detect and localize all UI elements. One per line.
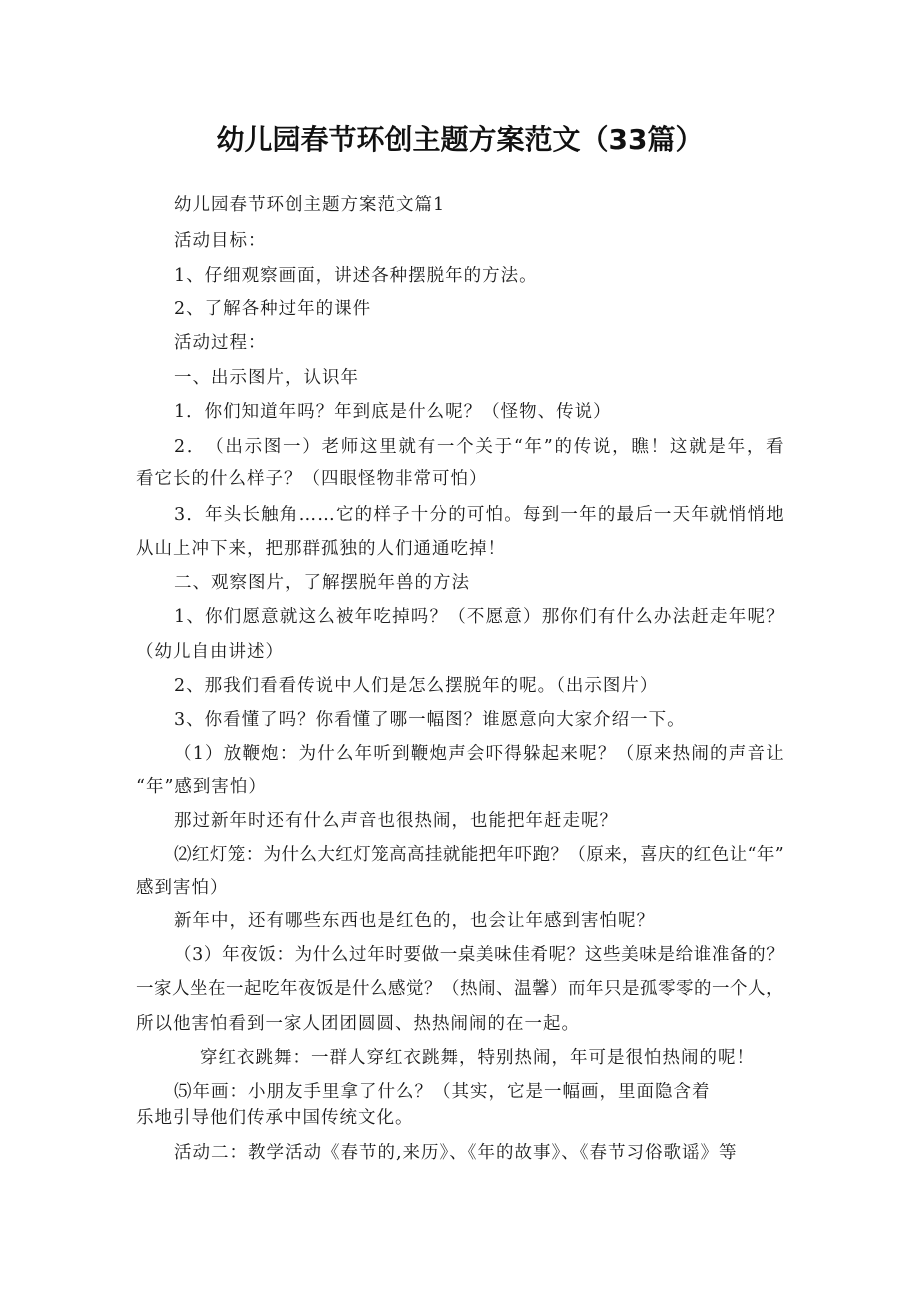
paragraph-line: 3、你看懂了吗？你看懂了哪一幅图？谁愿意向大家介绍一下。	[174, 710, 686, 730]
paragraph-line: 幼儿园春节环创主题方案范文篇1	[174, 195, 446, 215]
paragraph-line: 二、观察图片，了解摆脱年兽的方法	[174, 573, 470, 593]
paragraph-line: （ 1 ） 放 鞭 炮 ： 为 什 么 年 听 到 鞭 炮 声 会 吓 得 躲 起 来 呢 ？ （ 原 来 热 闹 的 声 音 让	[174, 744, 784, 764]
paragraph-line: 新年中，还有哪些东西也是红色的，也会让年感到害怕呢？	[174, 911, 655, 931]
paragraph-line: 活动目标：	[174, 231, 267, 251]
paragraph-line: 一 家 人 坐 在 一 起 吃 年 夜 饭 是 什 么 感 觉 ？ （ 热 闹 、 温 馨 ） 而 年 只 是 孤 零 零 的 一 个 人 ，	[136, 979, 784, 999]
document-title: 幼儿园春节环创主题方案范文（33篇）	[216, 123, 704, 156]
paragraph-line: “年”感到害怕）	[136, 777, 267, 797]
paragraph-line: 1、仔细观察画面，讲述各种摆脱年的方法。	[174, 266, 538, 286]
paragraph-line: （幼儿自由讲述）	[136, 642, 284, 662]
paragraph-line: 2 ． （ 出 示 图 一 ） 老 师 这 里 就 有 一 个 关 于 “ 年 ” 的 传 说 ， 瞧 ！ 这 就 是 年 ， 看	[174, 437, 784, 457]
paragraph-line: 乐地引导他们传承中国传统文化。	[136, 1108, 414, 1128]
paragraph-line: 活动二：教学活动《春节的,来历》、《年的故事》、《春节习俗歌谣》等	[174, 1143, 738, 1163]
paragraph-line: 1．你们知道年吗？年到底是什么呢？（怪物、传说）	[174, 402, 612, 422]
paragraph-line: ⑸年画：小朋友手里拿了什么？（其实，它是一幅画，里面隐含着	[174, 1082, 711, 1102]
paragraph-line: 感到害怕）	[136, 878, 229, 898]
paragraph-line: 一、出示图片，认识年	[174, 368, 359, 388]
paragraph-line: 所以他害怕看到一家人团团圆圆、热热闹闹的在一起。	[136, 1014, 580, 1034]
paragraph-line: 那过新年时还有什么声音也很热闹，也能把年赶走呢？	[174, 811, 618, 831]
paragraph-line: 3 ． 年 头 长 触 角 … … 它 的 样 子 十 分 的 可 怕 。 每 到 一 年 的 最 后 一 天 年 就 悄 悄 地	[174, 505, 784, 525]
paragraph-line: 从山上冲下来，把那群孤独的人们通通吃掉！	[136, 539, 506, 559]
paragraph-line: ⑵ 红 灯 笼 ： 为 什 么 大 红 灯 笼 高 高 挂 就 能 把 年 吓 跑 ？ （ 原 来 ， 喜 庆 的 红 色 让 “ 年 ”	[174, 845, 784, 865]
paragraph-line: 2、了解各种过年的课件	[174, 299, 372, 319]
paragraph-line: 2、那我们看看传说中人们是怎么摆脱年的呢。（出示图片）	[174, 676, 659, 696]
paragraph-line: 看它长的什么样子？（四眼怪物非常可怕）	[136, 469, 488, 489]
paragraph-line: 穿红衣跳舞：一群人穿红衣跳舞，特别热闹，年可是很怕热闹的呢！	[200, 1048, 755, 1068]
paragraph-line: 1 、 你 们 愿 意 就 这 么 被 年 吃 掉 吗 ？ （ 不 愿 意 ） 那 你 们 有 什 么 办 法 赶 走 年 呢 ？	[174, 607, 784, 627]
paragraph-line: 活动过程：	[174, 333, 267, 353]
paragraph-line: （ 3 ） 年 夜 饭 ： 为 什 么 过 年 时 要 做 一 桌 美 味 佳 肴 呢 ？ 这 些 美 味 是 给 谁 准 备 的 ？	[174, 945, 784, 965]
